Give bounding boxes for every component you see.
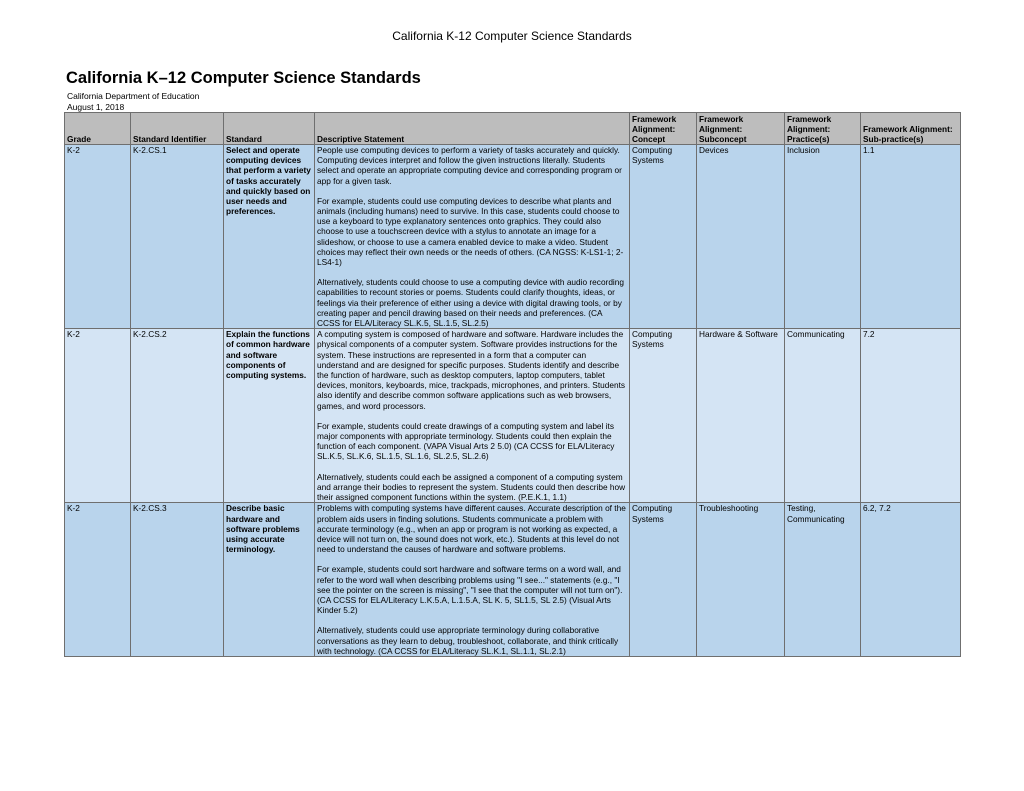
desc-paragraph: People use computing devices to perform a variety of tasks accurately and quickly. Computing devices interpret and follow the given instructions literally. Students select and operate an appropriate computing device and corresponding program or app for a given task. (317, 145, 622, 186)
cell-standard: Describe basic hardware and software problems using accurate terminology. (224, 503, 315, 657)
cell-standard: Select and operate computing devices that perform a variety of tasks accurately and quickly based on user needs and preferences. (224, 145, 315, 329)
cell-standard-identifier: K-2.CS.2 (131, 329, 224, 503)
cell-grade: K-2 (65, 329, 131, 503)
cell-practices: Communicating (785, 329, 861, 503)
table-header-row (65, 113, 961, 145)
cell-practices: Inclusion (785, 145, 861, 329)
table-row (65, 329, 961, 503)
cell-subconcept: Devices (697, 145, 785, 329)
cell-subpractices: 6.2, 7.2 (861, 503, 961, 657)
cell-subpractices: 1.1 (861, 145, 961, 329)
cell-practices: Testing, Communicating (785, 503, 861, 657)
desc-paragraph: Problems with computing systems have different causes. Accurate description of the problem aids users in finding solutions. Students communicate a problem with accurate terminology (e.g., when an app or program is not working as expected, a device will not turn on, the sound does not work, etc.). Students at this level do not need to understand the causes of hardware and software problems. (317, 503, 626, 555)
cell-grade: K-2 (65, 145, 131, 329)
standards-table (64, 112, 961, 657)
cell-subconcept: Troubleshooting (697, 503, 785, 657)
cell-standard: Explain the functions of common hardware and software components of computing systems. (224, 329, 315, 503)
header-standard-identifier: Standard Identifier (131, 113, 224, 145)
table-row (65, 145, 961, 329)
header-grade: Grade (65, 113, 131, 145)
cell-grade: K-2 (65, 503, 131, 657)
page-header: California K-12 Computer Science Standards (392, 29, 632, 43)
cell-descriptive-statement (315, 329, 630, 503)
header-subpractices: Framework Alignment: Sub-practice(s) (861, 113, 961, 145)
cell-concept: Computing Systems (630, 503, 697, 657)
header-concept: Framework Alignment: Concept (630, 113, 697, 145)
cell-subpractices: 7.2 (861, 329, 961, 503)
document-organization: California Department of Education (67, 91, 200, 101)
cell-concept: Computing Systems (630, 145, 697, 329)
desc-paragraph: Alternatively, students could use appropriate terminology during collaborative conversations as they learn to debug, troubleshoot, collaborate, and think critically with technology. (CA CCSS for ELA/Literacy SL.K.1, SL.1.1, SL.2.1) (317, 625, 619, 656)
cell-subconcept: Hardware & Software (697, 329, 785, 503)
table-row (65, 503, 961, 657)
desc-paragraph: A computing system is composed of hardware and software. Hardware includes the physical components of a computer system. Software provides instructions for the system. These instructions are represented in a form that a computer can understand and are designed for specific purposes. Students identify and describe the function of hardware, such as desktop computers, laptop computers, tablet devices, monitors, keyboards, mice, trackpads, microphones, and printers. Students also identify and describe common software applications such as web browsers, games, and word processors. (317, 329, 626, 411)
cell-concept: Computing Systems (630, 329, 697, 503)
cell-descriptive-statement (315, 145, 630, 329)
document-title: California K–12 Computer Science Standards (66, 69, 421, 87)
document-date: August 1, 2018 (67, 102, 125, 112)
header-descriptive-statement: Descriptive Statement (315, 113, 630, 145)
header-standard: Standard (224, 113, 315, 145)
desc-paragraph: Alternatively, students could each be assigned a component of a computing system and arrange their bodies to represent the system. Students could then describe how their assigned component functions within the system. (P.E.K.1, 1.1) (317, 471, 626, 503)
cell-descriptive-statement (315, 503, 630, 657)
header-practices: Framework Alignment: Practice(s) (785, 113, 861, 145)
desc-paragraph: For example, students could sort hardware and software terms on a word wall, and refer to the word wall when describing problems using "I see..." statements (e.g., "I see the pointer on the screen is missing", "I see that the computer will not turn on"). (CA CCSS for ELA/Literacy L.K.5.A, L.1.5.A, SL K. 5, SL1.5, SL 2.5) (Visual Arts Kinder 5.2) (317, 564, 623, 616)
cell-standard-identifier: K-2.CS.3 (131, 503, 224, 657)
desc-paragraph: For example, students could create drawings of a computing system and label its major components with appropriate terminology. Students could then explain the function of each component. (VAPA Visual Arts 2 5.0) (CA CCSS for ELA/Literacy SL.K.5, SL.K.6, SL.1.5, SL.1.6, SL.2.5, SL.2.6) (317, 420, 615, 462)
header-subconcept: Framework Alignment: Subconcept (697, 113, 785, 145)
desc-paragraph: Alternatively, students could choose to use a computing device with audio recording capabilities to recount stories or poems. Students could clarify thoughts, ideas, or feelings via their preference of either using a device with digital drawing tools, or by creating paper and pencil drawing based on their needs and preferences. (CA CCSS for ELA/Literacy SL.K.5, SL.1.5, SL.2.5) (317, 277, 625, 329)
cell-standard-identifier: K-2.CS.1 (131, 145, 224, 329)
desc-paragraph: For example, students could use computing devices to describe what plants and animals (including humans) need to survive. In this case, students could choose to use a keyboard to type explanatory sentences onto graphics. They could also choose to use a touchscreen device with a stylus to annotate an image for a slideshow, or choose to use a camera enabled device to make a video. Student choices may reflect their own needs or the needs of others. (CA NGSS: K-LS1-1; 2-LS4-1) (317, 195, 624, 268)
